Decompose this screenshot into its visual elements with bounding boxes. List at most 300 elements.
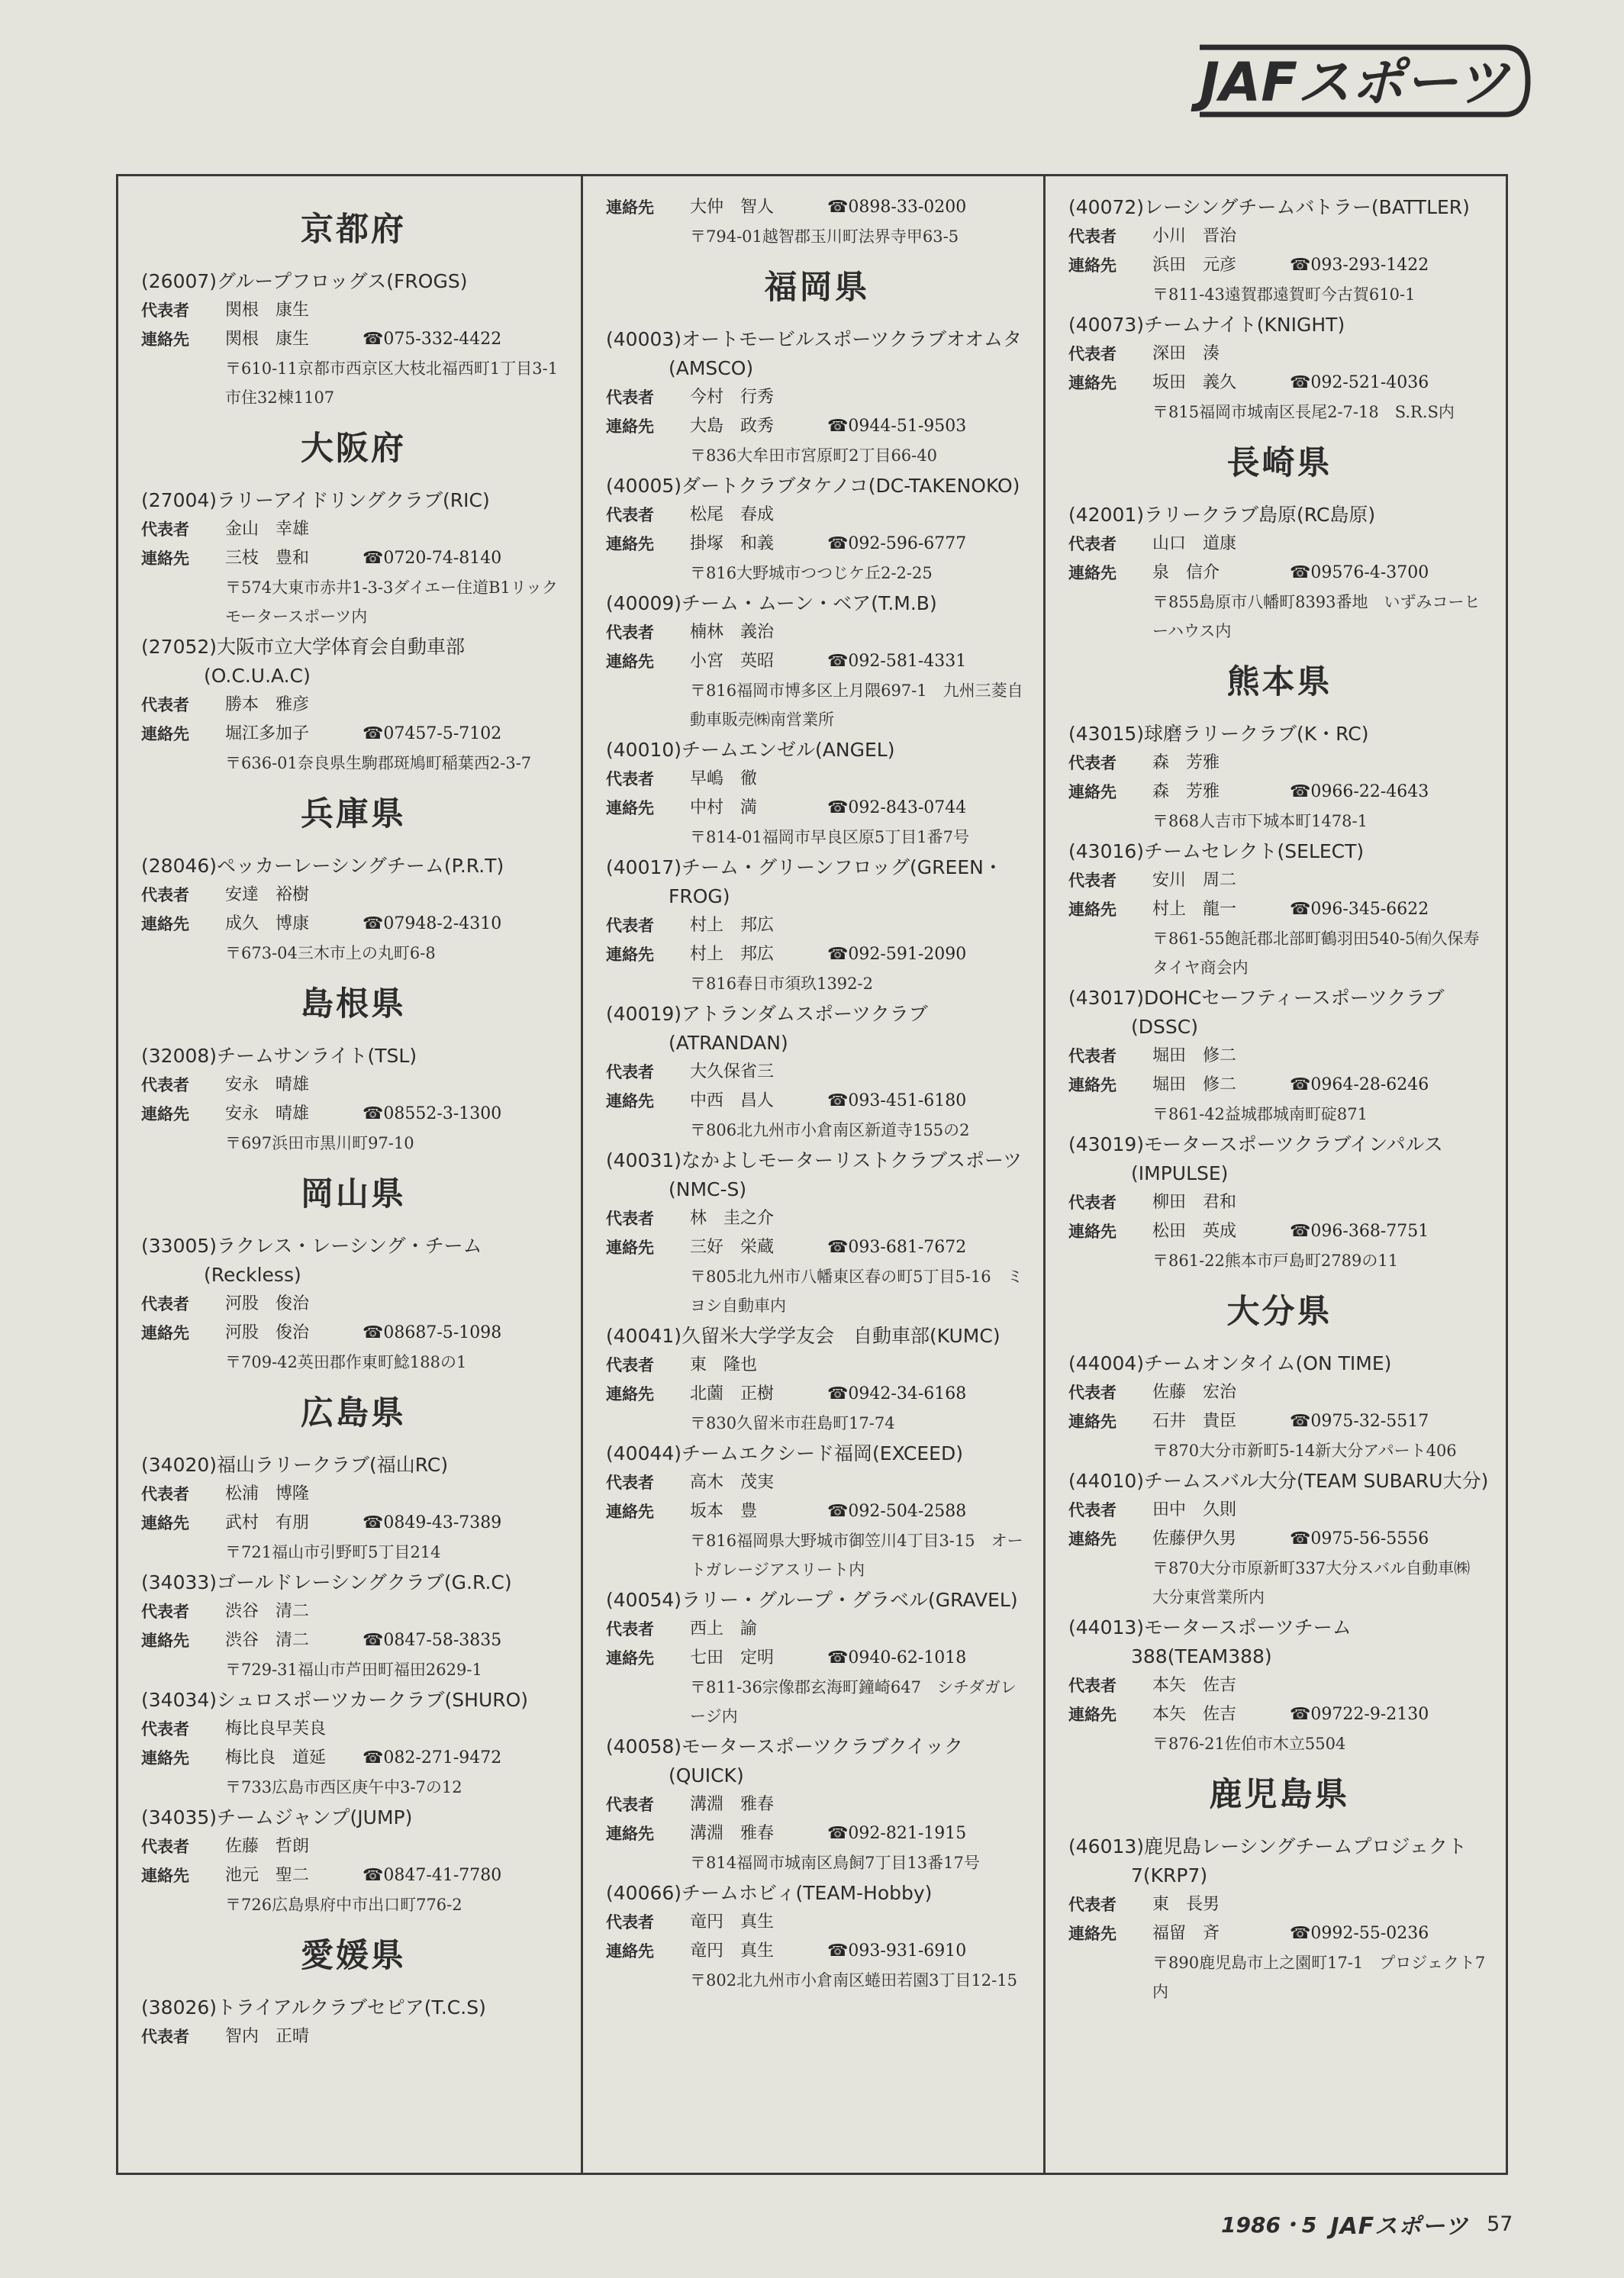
- phone-number: [827, 794, 966, 823]
- phone-value: 07457-5-7102: [383, 724, 502, 743]
- phone-value: 09722-9-2130: [1310, 1705, 1429, 1724]
- contact-label: 連絡先: [141, 330, 189, 349]
- club-entry: [141, 852, 566, 968]
- phone-number: [827, 530, 966, 559]
- representative-row: [141, 1071, 566, 1100]
- club-name: (40041)久留米大学学友会 自動車部(KUMC): [606, 1325, 1000, 1347]
- representative-label: 代表者: [606, 1620, 654, 1638]
- contact-label: 連絡先: [1068, 1413, 1116, 1431]
- phone-icon: ☎: [1290, 1222, 1311, 1241]
- representative-label: 代表者: [1068, 754, 1116, 772]
- contact-label: 連絡先: [1068, 1223, 1116, 1241]
- representative-name: 河股 俊治: [225, 1294, 310, 1313]
- club-entry: [606, 1879, 1028, 1995]
- phone-value: 0992-55-0236: [1310, 1924, 1429, 1943]
- address: 〒836大牟田市宮原町2丁目66-40: [690, 446, 937, 465]
- representative-name: 佐藤 哲朗: [225, 1837, 310, 1856]
- contact-row: [606, 1937, 1028, 1966]
- phone-number: [1290, 778, 1429, 807]
- club-entry: [1068, 837, 1490, 982]
- club-name: (46013)鹿児島レーシングチームプロジェクト7(KRP7): [1068, 1835, 1467, 1887]
- contact-name: 竜円 真生: [690, 1941, 775, 1961]
- address: 〒673-04三木市上の丸町6-8: [225, 944, 436, 962]
- representative-label: 代表者: [1068, 227, 1116, 246]
- club-entry: [606, 325, 1028, 470]
- representative-label: 代表者: [1068, 1896, 1116, 1914]
- contact-label: 連絡先: [606, 1239, 654, 1257]
- representative-name: 関根 康生: [225, 301, 310, 320]
- phone-number: [1290, 1919, 1429, 1948]
- contact-row: [141, 1626, 566, 1655]
- prefecture-heading: 長崎県: [1226, 444, 1332, 482]
- phone-number: [827, 412, 966, 441]
- address: 〒830久留米市荘島町17-74: [690, 1414, 895, 1432]
- contact-label: 連絡先: [606, 535, 654, 553]
- phone-number: [827, 193, 966, 222]
- address: 〒805北九州市八幡東区春の町5丁目5-16 ミヨシ自動車内: [690, 1268, 1023, 1315]
- phone-icon: ☎: [1290, 373, 1311, 392]
- representative-label: 代表者: [1068, 1501, 1116, 1519]
- address: 〒729-31福山市芦田町福田2629-1: [225, 1661, 482, 1679]
- phone-number: [1290, 1525, 1429, 1554]
- prefecture-heading: 岡山県: [301, 1175, 406, 1213]
- magazine-name: JAFスポーツ: [1330, 2213, 1469, 2240]
- address: 〒811-36宗像郡玄海町鐘崎647 シチダガレージ内: [690, 1678, 1017, 1725]
- contact-label: 連絡先: [606, 652, 654, 671]
- phone-number: [1290, 1217, 1429, 1246]
- phone-value: 0847-58-3835: [383, 1631, 502, 1650]
- club-name: (44013)モータースポーツチーム388(TEAM388): [1068, 1616, 1352, 1667]
- representative-row: [1068, 1671, 1490, 1700]
- address: 〒890鹿児島市上之園町17-1 プロジェクト7内: [1152, 1954, 1486, 2001]
- representative-row: [606, 501, 1028, 530]
- phone-value: 092-843-0744: [848, 798, 967, 817]
- representative-label: 代表者: [141, 1076, 189, 1094]
- contact-row: [606, 940, 1028, 969]
- representative-name: 安川 周二: [1152, 871, 1237, 890]
- phone-number: [362, 1744, 501, 1773]
- club-entry: [141, 1803, 566, 1919]
- club-name: (34034)シュロスポーツカークラブ(SHURO): [141, 1689, 529, 1711]
- club-entry: [1068, 1832, 1490, 2006]
- phone-value: 092-821-1915: [848, 1824, 967, 1843]
- directory-frame: [116, 174, 1508, 2175]
- representative-name: 林 圭之介: [690, 1209, 775, 1228]
- phone-value: 092-521-4036: [1310, 373, 1429, 392]
- address: 〒636-01奈良県生駒郡斑鳩町稲葉西2-3-7: [225, 754, 532, 772]
- representative-row: [606, 1615, 1028, 1644]
- representative-label: 代表者: [141, 1295, 189, 1313]
- representative-row: [1068, 340, 1490, 369]
- contact-name: 北薗 正樹: [690, 1384, 775, 1403]
- representative-name: 柳田 君和: [1152, 1193, 1237, 1212]
- contact-name: 村上 龍一: [1152, 900, 1237, 919]
- club-entry: [606, 472, 1028, 588]
- phone-value: 092-581-4331: [848, 652, 967, 671]
- phone-icon: ☎: [827, 945, 849, 964]
- issue-date: 1986・5: [1221, 2212, 1317, 2238]
- representative-name: 村上 邦広: [690, 916, 775, 935]
- address: 〒870大分市新町5-14新大分アパート406: [1152, 1442, 1457, 1460]
- phone-number: [362, 1509, 501, 1538]
- club-name: (34033)ゴールドレーシングクラブ(G.R.C): [141, 1571, 512, 1593]
- representative-label: 代表者: [141, 1485, 189, 1503]
- phone-value: 0898-33-0200: [848, 198, 967, 217]
- contact-name: 池元 聖二: [225, 1866, 310, 1885]
- representative-row: [141, 1290, 566, 1319]
- phone-number: [362, 1861, 501, 1890]
- contact-label: 連絡先: [606, 1942, 654, 1961]
- representative-name: 田中 久則: [1152, 1500, 1237, 1519]
- contact-row: [1068, 1700, 1490, 1729]
- representative-label: 代表者: [606, 1063, 654, 1081]
- column-2: [581, 176, 1043, 2173]
- address: 〒816大野城市つつじケ丘2-2-25: [690, 564, 933, 582]
- club-name: (40073)チームナイト(KNIGHT): [1068, 314, 1345, 336]
- phone-icon: ☎: [827, 652, 849, 671]
- representative-label: 代表者: [141, 1603, 189, 1621]
- contact-row: [141, 1100, 566, 1129]
- contact-row: [141, 544, 566, 573]
- representative-row: [141, 1715, 566, 1744]
- representative-row: [606, 1790, 1028, 1819]
- contact-row: [1068, 1525, 1490, 1554]
- club-entry: [141, 1451, 566, 1567]
- contact-label: 連絡先: [1068, 783, 1116, 801]
- phone-number: [827, 1380, 966, 1409]
- contact-row: [141, 910, 566, 939]
- phone-value: 0966-22-4643: [1310, 782, 1429, 801]
- representative-row: [141, 1832, 566, 1861]
- contact-name: 三好 栄蔵: [690, 1238, 775, 1257]
- club-entry: [141, 1232, 566, 1377]
- contact-name: 溝淵 雅春: [690, 1824, 775, 1843]
- club-name: (33005)ラクレス・レーシング・チーム(Reckless): [141, 1235, 482, 1286]
- club-entry: [606, 736, 1028, 852]
- phone-icon: ☎: [827, 1941, 849, 1961]
- representative-label: 代表者: [606, 1913, 654, 1932]
- phone-icon: ☎: [362, 914, 384, 933]
- contact-row: [606, 1380, 1028, 1409]
- club-name: (34035)チームジャンプ(JUMP): [141, 1806, 413, 1829]
- address: 〒733広島市西区庚午中3-7の12: [225, 1778, 462, 1796]
- representative-label: 代表者: [141, 2028, 189, 2046]
- phone-number: [1290, 1407, 1429, 1436]
- prefecture-heading: 熊本県: [1226, 663, 1332, 701]
- club-entry: [606, 1146, 1028, 1320]
- representative-name: 小川 晋治: [1152, 227, 1237, 246]
- representative-label: 代表者: [1068, 1047, 1116, 1065]
- phone-icon: ☎: [827, 1238, 849, 1257]
- phone-value: 075-332-4422: [383, 330, 502, 349]
- phone-value: 093-451-6180: [848, 1091, 967, 1110]
- contact-label: 連絡先: [141, 725, 189, 743]
- contact-label: 連絡先: [141, 1324, 189, 1342]
- phone-icon: ☎: [827, 1824, 849, 1843]
- club-name: (40066)チームホビィ(TEAM-Hobby): [606, 1882, 933, 1904]
- club-entry: [1068, 311, 1490, 427]
- address: 〒816春日市須玖1392-2: [690, 975, 873, 993]
- representative-row: [141, 1597, 566, 1626]
- contact-name: 松田 英成: [1152, 1222, 1237, 1241]
- column-3: [1043, 176, 1506, 2173]
- address: 〒721福山市引野町5丁目214: [225, 1543, 441, 1561]
- contact-label: 連絡先: [606, 417, 654, 436]
- club-name: (28046)ペッカーレーシングチーム(P.R.T): [141, 855, 504, 877]
- contact-label: 連絡先: [141, 1867, 189, 1885]
- phone-value: 093-293-1422: [1310, 256, 1429, 275]
- representative-name: 佐藤 宏治: [1152, 1383, 1237, 1402]
- contact-label: 連絡先: [1068, 1925, 1116, 1943]
- prefecture-heading: 愛媛県: [301, 1937, 406, 1975]
- phone-number: [827, 1087, 966, 1116]
- club-name: (40044)チームエクシード福岡(EXCEED): [606, 1442, 963, 1464]
- representative-label: 代表者: [1068, 1384, 1116, 1402]
- club-entry: [606, 1439, 1028, 1584]
- address: 〒709-42英田郡作東町鯰188の1: [225, 1353, 467, 1371]
- club-entry: [606, 193, 1028, 251]
- prefecture-heading: 福岡県: [764, 269, 870, 307]
- address: 〒574大東市赤井1-3-3ダイエー住道B1リックモータースポーツ内: [225, 578, 559, 626]
- phone-icon: ☎: [362, 1866, 384, 1885]
- phone-number: [827, 1497, 966, 1526]
- representative-name: 深田 湊: [1152, 344, 1220, 363]
- contact-name: 森 芳雅: [1152, 782, 1220, 801]
- club-entry: [1068, 1130, 1490, 1275]
- representative-name: 今村 行秀: [690, 388, 775, 407]
- phone-icon: ☎: [362, 1513, 384, 1532]
- phone-value: 0849-43-7389: [383, 1513, 502, 1532]
- contact-label: 連絡先: [1068, 256, 1116, 275]
- club-entry: [606, 1322, 1028, 1438]
- contact-label: 連絡先: [1068, 374, 1116, 392]
- club-entry: [606, 1000, 1028, 1145]
- contact-label: 連絡先: [606, 799, 654, 817]
- representative-row: [606, 1204, 1028, 1233]
- representative-row: [1068, 1188, 1490, 1217]
- address: 〒697浜田市黒川町97-10: [225, 1134, 414, 1152]
- contact-name: 村上 邦広: [690, 945, 775, 964]
- contact-row: [1068, 1217, 1490, 1246]
- representative-row: [141, 296, 566, 325]
- contact-row: [141, 1319, 566, 1348]
- representative-row: [141, 1480, 566, 1509]
- contact-name: 掛塚 和義: [690, 534, 775, 553]
- contact-name: 坂本 豊: [690, 1502, 758, 1521]
- contact-name: 泉 信介: [1152, 563, 1220, 582]
- representative-row: [606, 383, 1028, 412]
- club-name: (40009)チーム・ムーン・ベア(T.M.B): [606, 592, 937, 614]
- contact-row: [606, 1644, 1028, 1673]
- address: 〒794-01越智郡玉川町法界寺甲63-5: [690, 227, 959, 246]
- contact-name: 三枝 豊和: [225, 549, 310, 568]
- contact-label: 連絡先: [606, 1649, 654, 1667]
- representative-name: 松浦 博隆: [225, 1484, 310, 1503]
- contact-label: 連絡先: [1068, 1076, 1116, 1094]
- representative-row: [141, 881, 566, 910]
- phone-icon: ☎: [827, 1091, 849, 1110]
- phone-icon: ☎: [827, 1502, 849, 1521]
- contact-label: 連絡先: [606, 1503, 654, 1521]
- representative-row: [1068, 1496, 1490, 1525]
- jaf-sports-logo: [1184, 34, 1532, 128]
- phone-number: [362, 325, 501, 354]
- contact-name: 堀田 修二: [1152, 1075, 1237, 1094]
- contact-name: 中西 昌人: [690, 1091, 775, 1110]
- representative-name: 西上 諭: [690, 1619, 758, 1638]
- club-name: (40005)ダートクラブタケノコ(DC-TAKENOKO): [606, 475, 1020, 497]
- phone-value: 096-368-7751: [1310, 1222, 1429, 1241]
- phone-number: [827, 940, 966, 969]
- club-entry: [1068, 720, 1490, 836]
- phone-number: [1290, 559, 1429, 588]
- representative-name: 竜円 真生: [690, 1912, 775, 1932]
- phone-value: 0942-34-6168: [848, 1384, 967, 1403]
- phone-icon: ☎: [1290, 782, 1311, 801]
- contact-name: 七田 定明: [690, 1648, 775, 1667]
- club-name: (40058)モータースポーツクラブクイック(QUICK): [606, 1735, 964, 1787]
- contact-row: [141, 720, 566, 749]
- contact-name: 本矢 佐吉: [1152, 1705, 1237, 1724]
- representative-row: [1068, 866, 1490, 895]
- contact-name: 小宮 英昭: [690, 652, 775, 671]
- representative-label: 代表者: [606, 388, 654, 407]
- contact-name: 大島 政秀: [690, 417, 775, 436]
- phone-icon: ☎: [1290, 1924, 1311, 1943]
- contact-name: 福留 斉: [1152, 1924, 1220, 1943]
- address: 〒726広島県府中市出口町776-2: [225, 1896, 462, 1914]
- contact-row: [1068, 895, 1490, 924]
- contact-row: [141, 1861, 566, 1890]
- contact-row: [606, 794, 1028, 823]
- prefecture-heading: 京都府: [301, 211, 406, 249]
- contact-name: 河股 俊治: [225, 1323, 310, 1342]
- phone-value: 0975-32-5517: [1310, 1412, 1429, 1431]
- contact-name: 成久 博康: [225, 914, 310, 933]
- representative-name: 早嶋 徹: [690, 769, 758, 788]
- club-name: (32008)チームサンライト(TSL): [141, 1045, 417, 1067]
- representative-label: 代表者: [606, 917, 654, 935]
- representative-row: [1068, 1890, 1490, 1919]
- representative-label: 代表者: [141, 1838, 189, 1856]
- contact-row: [1068, 559, 1490, 588]
- club-name: (43017)DOHCセーフティースポーツクラブ(DSSC): [1068, 987, 1445, 1038]
- representative-name: 堀田 修二: [1152, 1046, 1237, 1065]
- club-name: (38026)トライアルクラブセピア(T.C.S): [141, 1996, 486, 2019]
- prefecture-heading: 島根県: [301, 985, 406, 1023]
- phone-value: 0964-28-6246: [1310, 1075, 1429, 1094]
- phone-icon: ☎: [1290, 563, 1311, 582]
- representative-name: 梅比良早芙良: [225, 1719, 327, 1738]
- club-entry: [1068, 1613, 1490, 1758]
- representative-name: 山口 道康: [1152, 534, 1237, 553]
- contact-name: 武村 有朋: [225, 1513, 310, 1532]
- representative-row: [141, 2022, 566, 2051]
- representative-row: [141, 515, 566, 544]
- contact-row: [606, 647, 1028, 676]
- club-name: (40017)チーム・グリーンフロッグ(GREEN・FROG): [606, 856, 1003, 907]
- club-entry: [606, 853, 1028, 998]
- phone-number: [362, 544, 501, 573]
- club-entry: [1068, 1349, 1490, 1465]
- phone-value: 08687-5-1098: [383, 1323, 502, 1342]
- prefecture-heading: 鹿児島県: [1209, 1776, 1350, 1814]
- representative-label: 代表者: [1068, 1194, 1116, 1212]
- phone-value: 093-931-6910: [848, 1941, 967, 1961]
- phone-icon: ☎: [1290, 1529, 1311, 1548]
- club-name: (44010)チームスバル大分(TEAM SUBARU大分): [1068, 1470, 1489, 1492]
- representative-label: 代表者: [141, 1720, 189, 1738]
- representative-name: 本矢 佐吉: [1152, 1676, 1237, 1695]
- representative-name: 渋谷 清二: [225, 1602, 310, 1621]
- address: 〒870大分市原新町337大分スバル自動車㈱ 大分東営業所内: [1152, 1559, 1487, 1606]
- prefecture-heading: 兵庫県: [301, 795, 406, 833]
- contact-row: [1068, 251, 1490, 280]
- club-name: (27052)大阪市立大学体育会自動車部(O.C.U.A.C): [141, 636, 466, 687]
- phone-number: [827, 1233, 966, 1262]
- phone-number: [827, 647, 966, 676]
- representative-name: 松尾 春成: [690, 505, 775, 524]
- representative-label: 代表者: [606, 623, 654, 642]
- phone-icon: ☎: [827, 534, 849, 553]
- club-name: (27004)ラリーアイドリングクラブ(RIC): [141, 489, 490, 511]
- phone-icon: ☎: [1290, 1705, 1311, 1724]
- club-entry: [141, 1568, 566, 1684]
- contact-label: 連絡先: [141, 549, 189, 568]
- representative-row: [1068, 530, 1490, 559]
- contact-name: 中村 満: [690, 798, 758, 817]
- address: 〒814-01福岡市早良区原5丁目1番7号: [690, 828, 969, 846]
- phone-value: 07948-2-4310: [383, 914, 502, 933]
- phone-number: [1290, 1071, 1429, 1100]
- contact-row: [606, 1819, 1028, 1848]
- page-footer: [1221, 2207, 1513, 2241]
- contact-label: 連絡先: [1068, 901, 1116, 919]
- phone-icon: ☎: [1290, 1075, 1311, 1094]
- contact-row: [1068, 1407, 1490, 1436]
- contact-row: [606, 193, 1028, 222]
- club-name: (43015)球磨ラリークラブ(K・RC): [1068, 723, 1369, 745]
- club-name: (44004)チームオンタイム(ON TIME): [1068, 1352, 1392, 1374]
- contact-label: 連絡先: [606, 1092, 654, 1110]
- phone-icon: ☎: [827, 417, 849, 436]
- contact-row: [1068, 1919, 1490, 1948]
- phone-value: 082-271-9472: [383, 1748, 502, 1767]
- club-name: (40010)チームエンゼル(ANGEL): [606, 739, 895, 761]
- phone-number: [1290, 251, 1429, 280]
- phone-icon: ☎: [362, 330, 384, 349]
- phone-number: [1290, 1700, 1429, 1729]
- phone-icon: ☎: [362, 1323, 384, 1342]
- club-entry: [1068, 501, 1490, 646]
- phone-icon: ☎: [1290, 900, 1311, 919]
- contact-name: 大仲 智人: [690, 198, 775, 217]
- representative-row: [1068, 1378, 1490, 1407]
- address: 〒811-43遠賀郡遠賀町今古賀610-1: [1152, 285, 1416, 304]
- logo-text: JAFスポーツ: [1200, 51, 1510, 114]
- contact-label: 連絡先: [141, 1514, 189, 1532]
- phone-number: [362, 1626, 501, 1655]
- phone-number: [362, 910, 501, 939]
- representative-label: 代表者: [606, 1210, 654, 1228]
- contact-name: 渋谷 清二: [225, 1631, 310, 1650]
- representative-label: 代表者: [141, 886, 189, 904]
- club-entry: [141, 633, 566, 778]
- representative-label: 代表者: [141, 520, 189, 539]
- representative-row: [1068, 749, 1490, 778]
- address: 〒814福岡市城南区鳥飼7丁目13番17号: [690, 1854, 980, 1872]
- phone-value: 09576-4-3700: [1310, 563, 1429, 582]
